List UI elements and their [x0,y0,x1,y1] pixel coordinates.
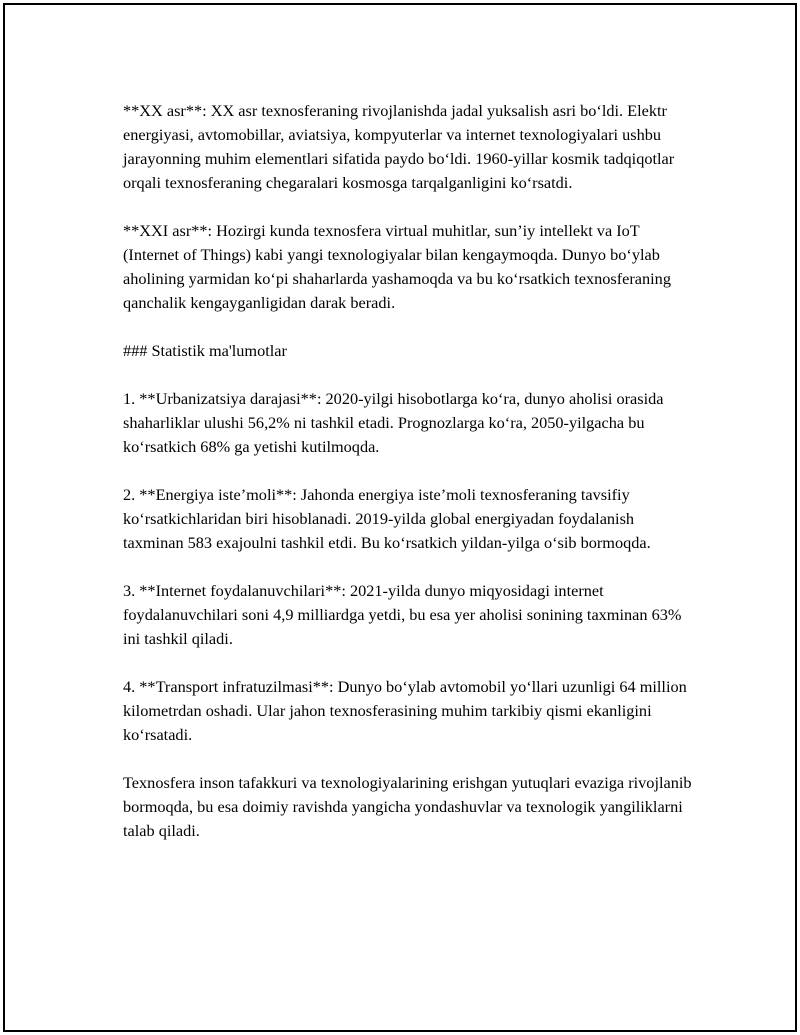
page-frame [3,3,797,1032]
list-item-transport: 4. **Transport infratuzilmasi**: Dunyo bo‘ylab avtomobil yo‘llari uzunligi 64 million kilometrdan oshadi. Ular jahon texnosferasining muhim tarkibiy qismi ekanligini ko‘rsatadi. [123,677,687,744]
section-heading-statistics: ### Statistik ma'lumotlar [123,341,287,360]
list-item-urbanization: 1. **Urbanizatsiya darajasi**: 2020-yilgi hisobotlarga ko‘ra, dunyo aholisi orasida shaharliklar ulushi 56,2% ni tashkil etadi. Prognozlarga ko‘ra, 2050-yilgacha bu ko‘rsatkich 68% ga yetishi kutilmoqda. [123,389,664,456]
document-body [123,99,695,843]
paragraph-xxi-century: **XXI asr**: Hozirgi kunda texnosfera virtual muhitlar, sun’iy intellekt va IoT (Internet of Things) kabi yangi texnologiyalar bilan kengaymoqda. Dunyo bo‘ylab aholining yarmidan ko‘pi shaharlarda yashamoqda va bu ko‘rsatkich texnosferaning qanchalik kengayganligidan darak beradi. [123,221,671,312]
paragraph-conclusion: Texnosfera inson tafakkuri va texnologiyalarining erishgan yutuqlari evaziga rivojlanib bormoqda, bu esa doimiy ravishda yangicha yondashuvlar va texnologik yangiliklarni talab qiladi. [123,773,692,840]
list-item-internet-users: 3. **Internet foydalanuvchilari**: 2021-yilda dunyo miqyosidagi internet foydalanuvchilari soni 4,9 milliardga yetdi, bu esa yer aholisi sonining taxminan 63% ini tashkil qiladi. [123,581,682,648]
paragraph-xx-century: **XX asr**: XX asr texnosferaning rivojlanishda jadal yuksalish asri bo‘ldi. Elektr energiyasi, avtomobillar, aviatsiya, kompyuterlar va internet texnologiyalari ushbu jarayonning muhim elementlari sifatida paydo bo‘ldi. 1960-yillar kosmik tadqiqotlar orqali texnosferaning chegaralari kosmosga tarqalganligini ko‘rsatdi. [123,101,675,192]
list-item-energy: 2. **Energiya iste’moli**: Jahonda energiya iste’moli texnosferaning tavsifiy ko‘rsatkichlaridan biri hisoblanadi. 2019-yilda global energiyadan foydalanish taxminan 583 exajoulni tashkil etdi. Bu ko‘rsatkich yildan-yilga o‘sib bormoqda. [123,485,651,552]
